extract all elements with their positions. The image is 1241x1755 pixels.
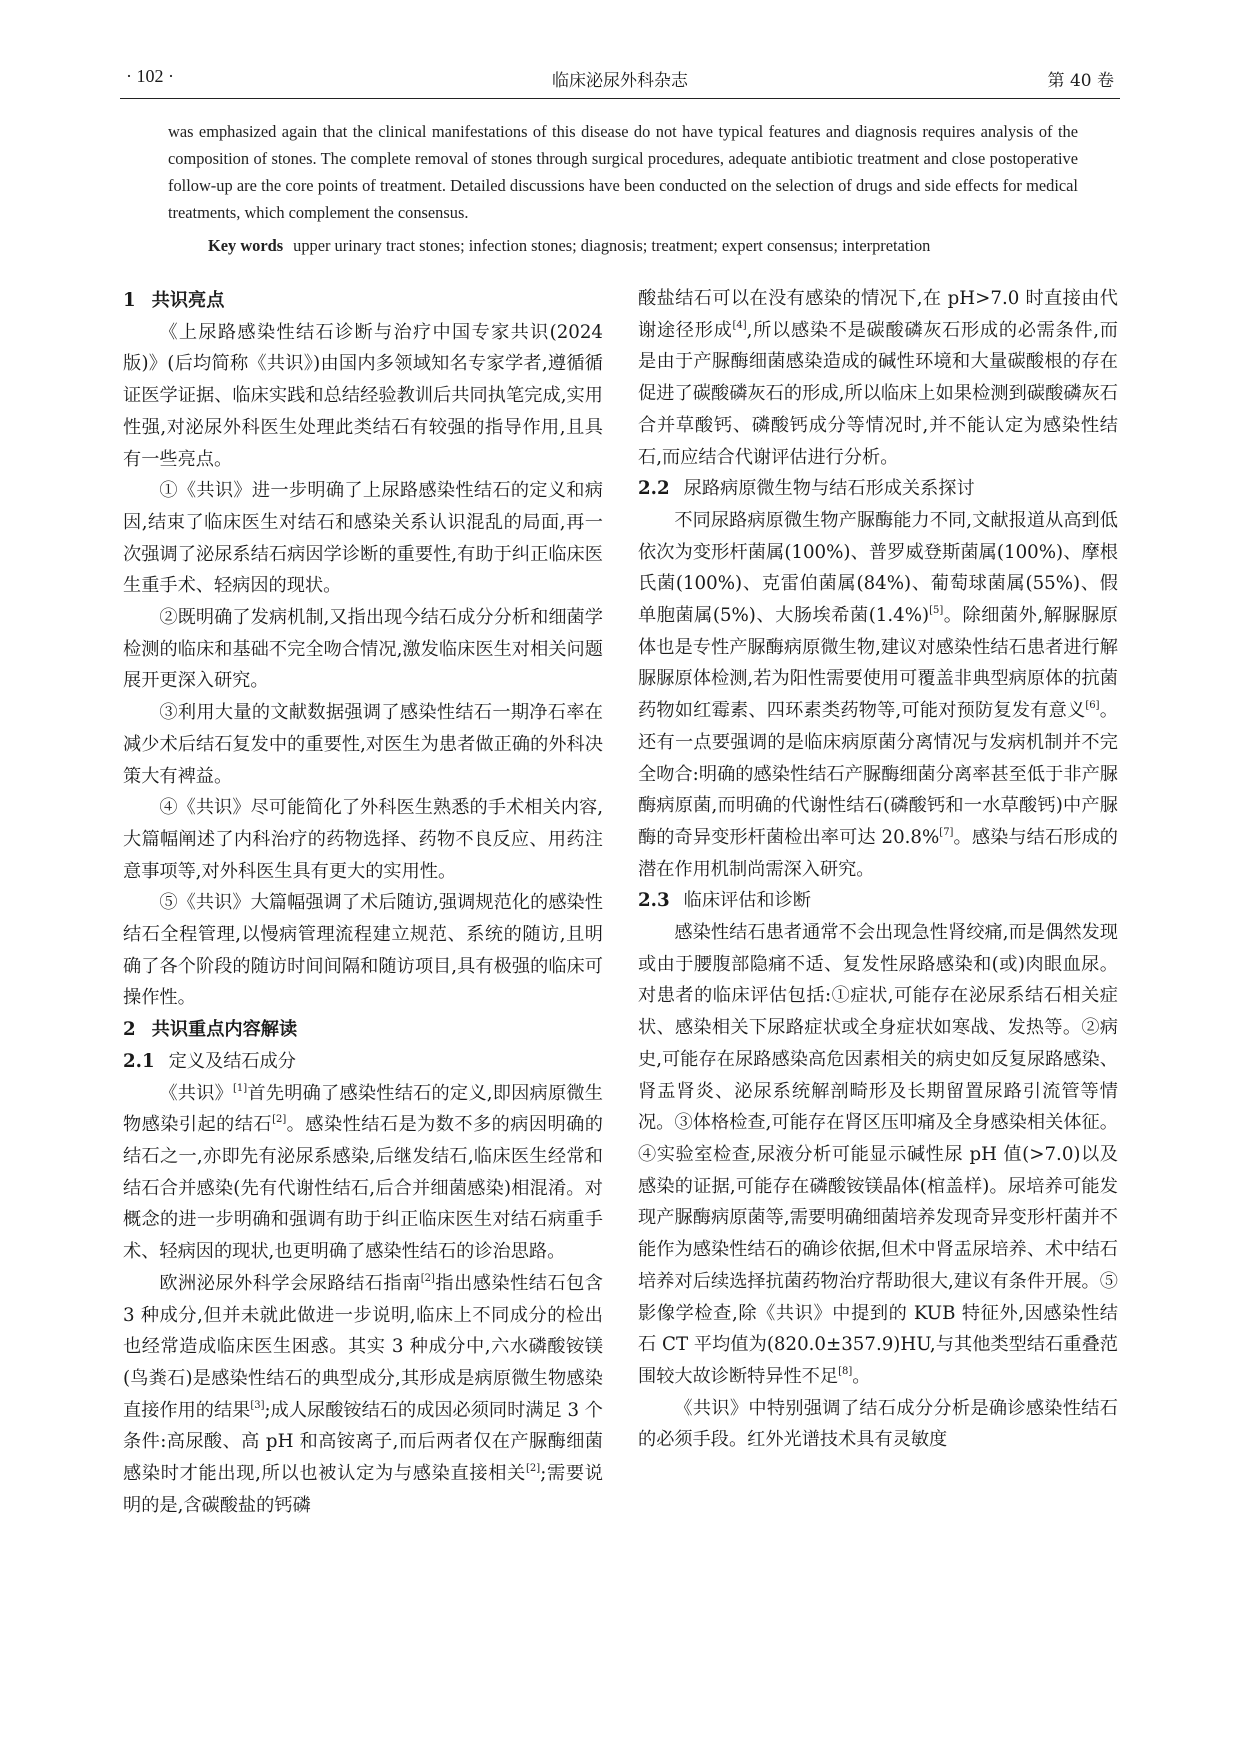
volume-label: 第 40 卷	[1047, 71, 1114, 91]
paragraph: 感染性结石患者通常不会出现急性肾绞痛,而是偶然发现或由于腰腹部隐痛不适、复发性尿路感染和(或)肉眼血尿。对患者的临床评估包括:①症状,可能存在泌尿系结石相关症状、感染相关下尿路症状或全身症状如寒战、发热等。②病史,可能存在尿路感染高危因素相关的病史如反复尿路感染、肾盂肾炎、泌尿系统解剖畸形及长期留置尿路引流管等情况。③体格检查,可能存在肾区压叩痛及全身感染相关体征。④实验室检查,尿液分析可能显示碱性尿 pH 值(>7.0)以及感染的证据,可能存在磷酸铵镁晶体(棺盖样)。尿培养可能发现产脲酶病原菌等,需要明确细菌培养发现奇异变形杆菌并不能作为感染性结石的确诊依据,但术中肾盂尿培养、术中结石培养对后续选择抗菌药物治疗帮助很大,建议有条件开展。⑤影像学检查,除《共识》中提到的 KUB 特征外,因感染性结石 CT 平均值为(820.0±357.9)HU,与其他类型结石重叠范围较大故诊断特异性不足[8]。	[638, 922, 1118, 1387]
abstract-text: was emphasized again that the clinical manifestations of this disease do not have typical features and diagnosis requires analysis of the composition of stones. The complete removal of stones through surgical procedures, adequate antibiotic treatment and close postoperative follow-up are the core points of treatment. Detailed discussions have been conducted on the selection of drugs and side effects for medical treatments, which complement the consensus.	[168, 122, 1078, 222]
paragraph: 《共识》中特别强调了结石成分分析是确诊感染性结石的必须手段。红外光谱技术具有灵敏度	[638, 1397, 1118, 1451]
right-column	[638, 283, 1118, 1456]
paragraph: ③利用大量的文献数据强调了感染性结石一期净石率在减少术后结石复发中的重要性,对医生为患者做正确的外科决策大有裨益。	[123, 702, 603, 787]
key-words-label: Key words	[208, 236, 284, 255]
paragraph: 酸盐结石可以在没有感染的情况下,在 pH>7.0 时直接由代谢途径形成[4],所以感染不是碳酸磷灰石形成的必需条件,而是由于产脲酶细菌感染造成的碱性环境和大量碳酸根的存在促进了碳酸磷灰石的形成,所以临床上如果检测到碳酸磷灰石合并草酸钙、磷酸钙成分等情况时,并不能认定为感染性结石,而应结合代谢评估进行分析。	[638, 288, 1118, 468]
page-number: · 102 ·	[126, 66, 174, 86]
paragraph: 不同尿路病原微生物产脲酶能力不同,文献报道从高到低依次为变形杆菌属(100%)、普罗威登斯菌属(100%)、摩根氏菌(100%)、克雷伯菌属(84%)、葡萄球菌属(55%)、假单胞菌属(5%)、大肠埃希菌(1.4%)[5]。除细菌外,解脲脲原体也是专性产脲酶病原微生物,建议对感染性结石患者进行解脲脲原体检测,若为阳性需要使用可覆盖非典型病原体的抗菌药物如红霉素、四环素类药物等,可能对预防复发有意义[6]。还有一点要强调的是临床病原菌分离情况与发病机制并不完全吻合:明确的感染性结石产脲酶细菌分离率甚至低于非产脲酶病原菌,而明确的代谢性结石(磷酸钙和一水草酸钙)中产脲酶的奇异变形杆菌检出率可达 20.8%[7]。感染与结石形成的潜在作用机制尚需深入研究。	[638, 509, 1118, 880]
citation: [8]	[838, 1365, 853, 1377]
section-heading-1: 1 共识亮点	[123, 290, 225, 311]
english-abstract	[168, 118, 1078, 259]
section-heading-2: 2 共识重点内容解读	[123, 1019, 298, 1041]
citation: [2]	[272, 1114, 287, 1126]
key-words-list: upper urinary tract stones; infection stones; diagnosis; treatment; expert consensus; interpretation	[293, 236, 931, 255]
journal-title: 临床泌尿外科杂志	[552, 71, 688, 91]
paragraph: 欧洲泌尿外科学会尿路结石指南[2]指出感染性结石包含 3 种成分,但并未就此做进一步说明,临床上不同成分的检出也经常造成临床医生困惑。其实 3 种成分中,六水磷酸铵镁(鸟粪石)是感染性结石的典型成分,其形成是病原微生物感染直接作用的结果[3];成人尿酸铵结石的成因必须同时满足 3 个条件:高尿酸、高 pH 和高铵离子,而后两者仅在产脲酶细菌感染时才能出现,所以也被认定为与感染直接相关[2];需要说明的是,含碳酸盐的钙磷	[123, 1272, 603, 1516]
subsection-heading-2-2: 2.2 尿路病原微生物与结石形成关系探讨	[638, 478, 975, 500]
citation: [1]	[233, 1082, 248, 1094]
paragraph: 《共识》[1]首先明确了感染性结石的定义,即因病原微生物感染引起的结石[2]。感染性结石是为数不多的病因明确的结石之一,亦即先有泌尿系感染,后继发结石,临床医生经常和结石合并感染(先有代谢性结石,后合并细菌感染)相混淆。对概念的进一步明确和强调有助于纠正临床医生对结石病重手术、轻病因的现状,也更明确了感染性结石的诊治思路。	[123, 1082, 603, 1263]
citation: [2]	[526, 1463, 541, 1475]
subsection-heading-2-3: 2.3 临床评估和诊断	[638, 890, 811, 912]
paragraph: ②既明确了发病机制,又指出现今结石成分分析和细菌学检测的临床和基础不完全吻合情况,激发临床医生对相关问题展开更深入研究。	[123, 607, 603, 692]
left-column	[123, 285, 603, 1521]
paragraph: ⑤《共识》大篇幅强调了术后随访,强调规范化的感染性结石全程管理,以慢病管理流程建立规范、系统的随访,且明确了各个阶段的随访时间间隔和随访项目,具有极强的临床可操作性。	[123, 892, 603, 1009]
citation: [2]	[420, 1272, 435, 1284]
key-words	[168, 232, 1078, 259]
citation: [7]	[939, 826, 954, 838]
running-header	[120, 58, 1120, 99]
citation: [4]	[732, 319, 747, 331]
subsection-heading-2-1: 2.1 定义及结石成分	[123, 1050, 296, 1072]
citation: [3]	[250, 1399, 265, 1411]
paragraph: ①《共识》进一步明确了上尿路感染性结石的定义和病因,结束了临床医生对结石和感染关系认识混乱的局面,再一次强调了泌尿系结石病因学诊断的重要性,有助于纠正临床医生重手术、轻病因的现状。	[123, 480, 603, 597]
citation: [5]	[929, 605, 944, 617]
paragraph: ④《共识》尽可能简化了外科医生熟悉的手术相关内容,大篇幅阐述了内科治疗的药物选择、药物不良反应、用药注意事项等,对外科医生具有更大的实用性。	[123, 797, 603, 882]
citation: [6]	[1085, 700, 1100, 712]
paragraph: 《上尿路感染性结石诊断与治疗中国专家共识(2024 版)》(后均简称《共识》)由国内多领域知名专家学者,遵循循证医学证据、临床实践和总结经验教训后共同执笔完成,实用性强,对泌尿外科医生处理此类结石有较强的指导作用,且具有一些亮点。	[123, 321, 603, 470]
